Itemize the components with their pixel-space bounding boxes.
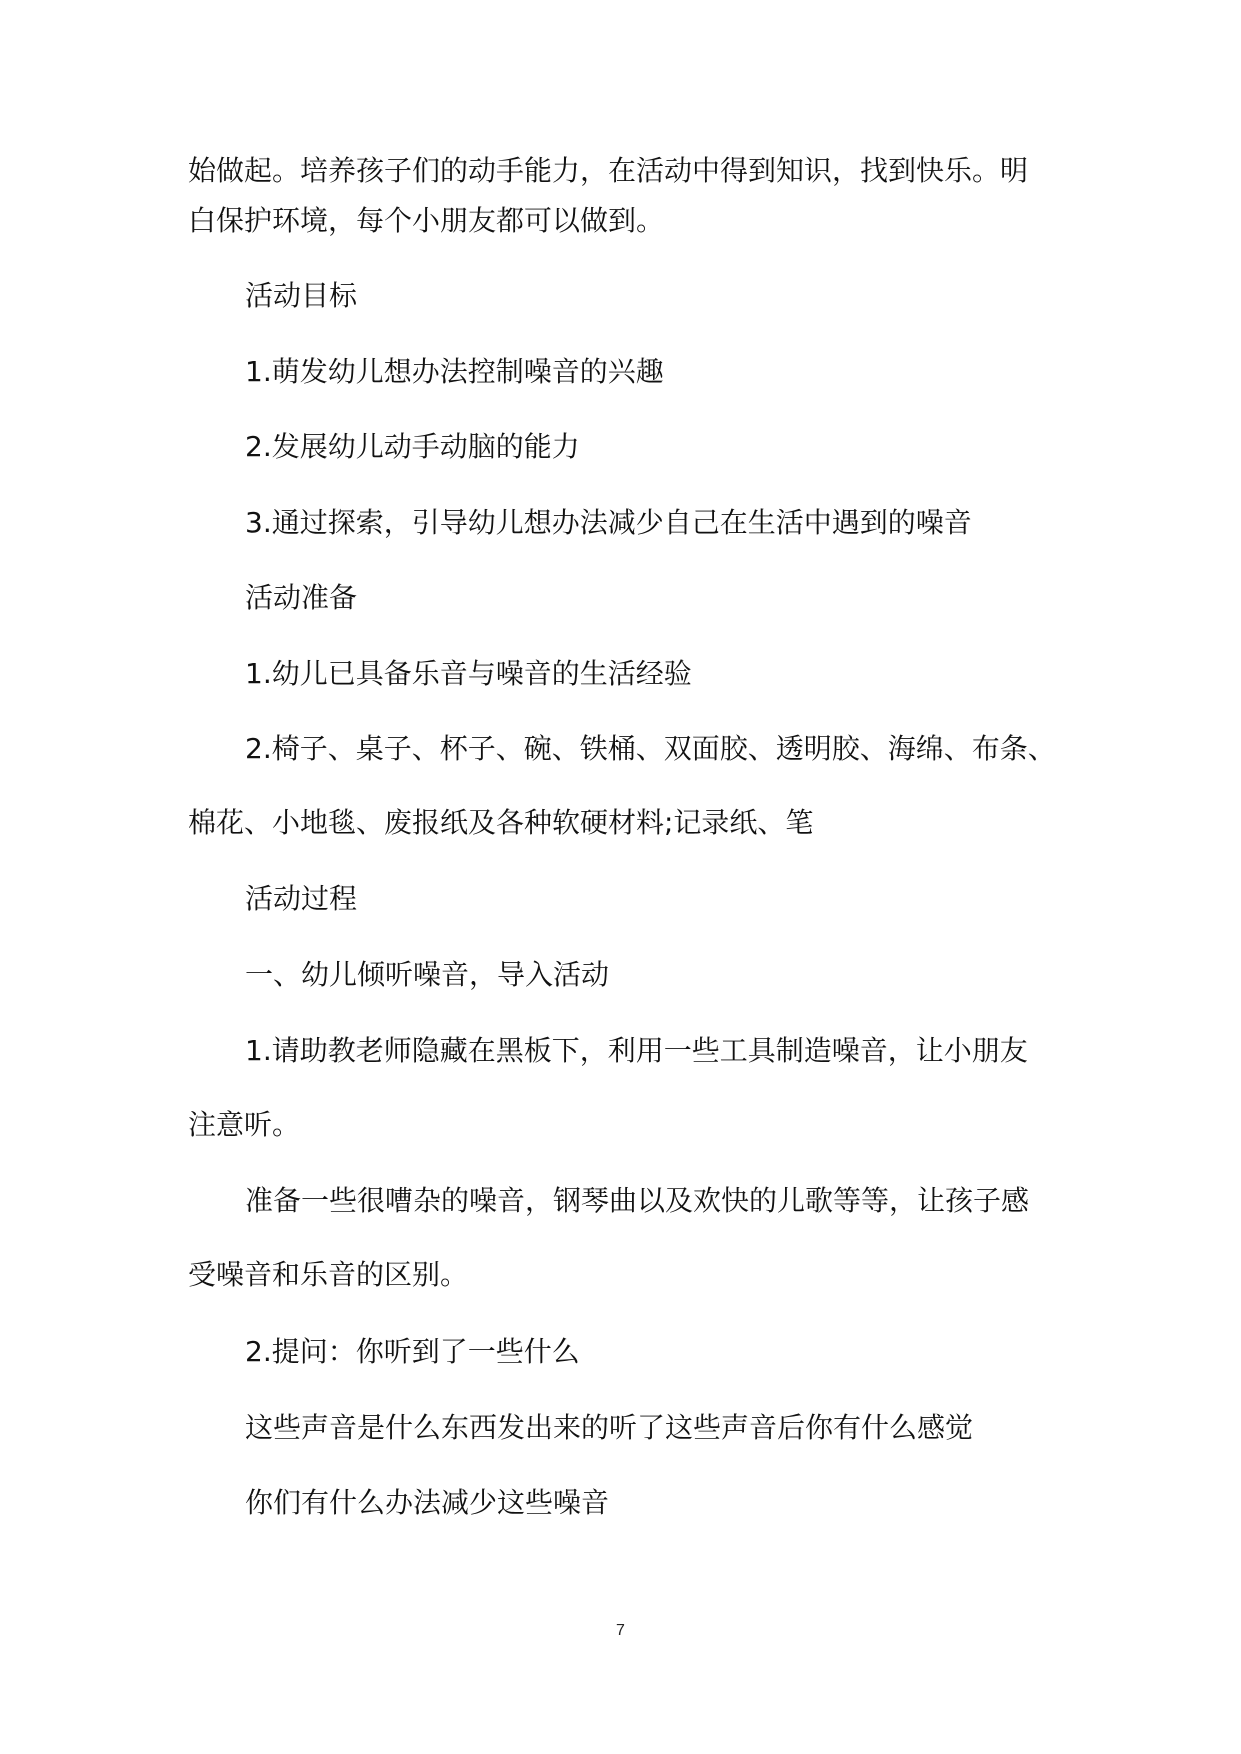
list-item: 1.萌发幼儿想办法控制噪音的兴趣 (245, 355, 664, 388)
text-line: 始做起。培养孩子们的动手能力，在活动中得到知识，找到快乐。明 (188, 154, 1029, 187)
text-line: 注意听。 (188, 1108, 301, 1141)
text-line: 棉花、小地毯、废报纸及各种软硬材料;记录纸、笔 (188, 806, 814, 839)
text-line: 受噪音和乐音的区别。 (188, 1258, 469, 1291)
list-item: 2.发展幼儿动手动脑的能力 (245, 430, 580, 463)
list-item: 1.请助教老师隐藏在黑板下，利用一些工具制造噪音，让小朋友 (245, 1034, 1028, 1067)
list-item: 2.提问：你听到了一些什么 (245, 1335, 580, 1368)
list-item: 3.通过探索，引导幼儿想办法减少自己在生活中遇到的噪音 (245, 506, 972, 539)
text-line: 白保护环境，每个小朋友都可以做到。 (188, 204, 665, 237)
subsection-heading: 一、幼儿倾听噪音，导入活动 (245, 958, 610, 991)
text-line: 这些声音是什么东西发出来的听了这些声音后你有什么感觉 (245, 1411, 974, 1444)
section-heading-preparation: 活动准备 (245, 581, 358, 614)
list-item: 1.幼儿已具备乐音与噪音的生活经验 (245, 657, 692, 690)
text-line: 准备一些很嘈杂的噪音，钢琴曲以及欢快的儿歌等等，让孩子感 (245, 1184, 1030, 1217)
text-line: 你们有什么办法减少这些噪音 (245, 1486, 610, 1519)
page-number: 7 (616, 1622, 625, 1639)
section-heading-goals: 活动目标 (245, 279, 358, 312)
list-item: 2.椅子、桌子、杯子、碗、铁桶、双面胶、透明胶、海绵、布条、 (245, 732, 1056, 765)
section-heading-process: 活动过程 (245, 882, 358, 915)
